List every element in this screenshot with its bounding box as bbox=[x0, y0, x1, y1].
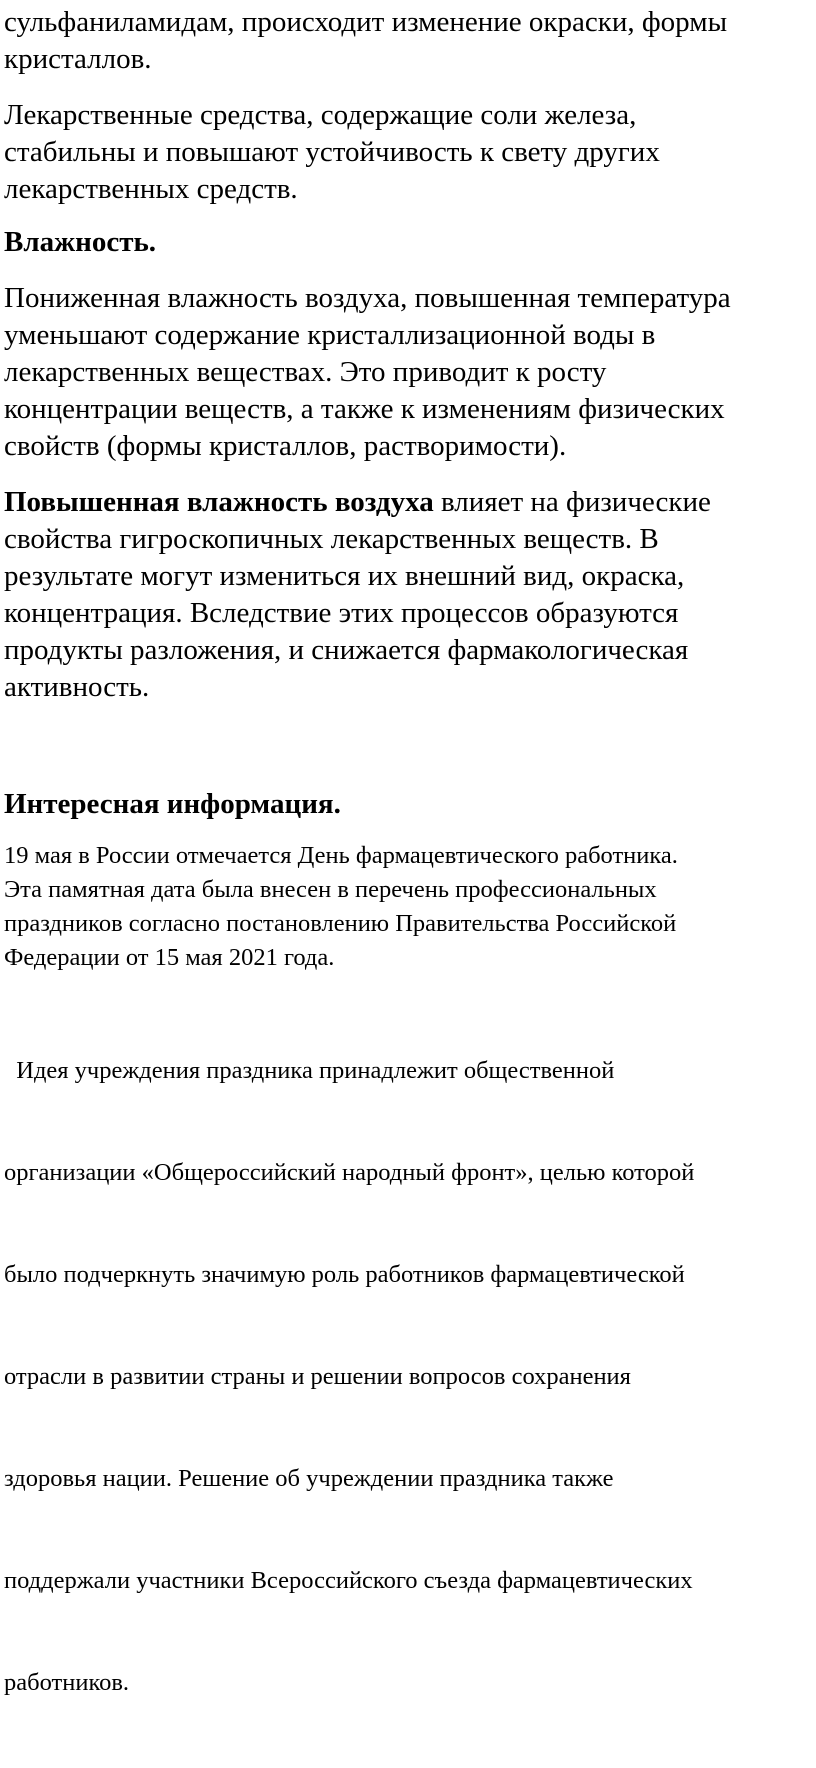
text-line: Лекарственные средства, содержащие соли железа, bbox=[4, 99, 637, 131]
text-line: здоровья нации. Решение об учреждении праздника также bbox=[4, 1465, 614, 1492]
paragraph-sulfonamides bbox=[4, 4, 727, 78]
text-line: продукты разложения, и снижается фармакологическая bbox=[4, 634, 689, 666]
text-line: результате могут измениться их внешний вид, окраска, bbox=[4, 560, 685, 592]
text-line: работников. bbox=[4, 1669, 130, 1696]
text-line: было подчеркнуть значимую роль работников фармацевтической bbox=[4, 1261, 685, 1288]
bold-lead-text: Повышенная влажность воздуха bbox=[4, 486, 434, 518]
text-line: 19 мая в России отмечается День фармацевтического работника. bbox=[4, 842, 678, 869]
text-line: стабильны и повышают устойчивость к свету других bbox=[4, 136, 660, 168]
paragraph-low-humidity bbox=[4, 280, 731, 465]
text-line: активность. bbox=[4, 671, 150, 703]
paragraph-high-humidity bbox=[4, 484, 711, 706]
text-line bbox=[4, 484, 711, 521]
heading-interesting-info bbox=[4, 786, 341, 823]
text-line: сульфаниламидам, происходит изменение окраски, формы bbox=[4, 6, 728, 38]
text-line: свойств (формы кристаллов, растворимости). bbox=[4, 430, 567, 462]
text-line: концентрации веществ, а также к изменениям физических bbox=[4, 393, 725, 425]
text-line: Идея учреждения праздника принадлежит общественной bbox=[4, 1057, 615, 1084]
text-line: лекарственных веществах. Это приводит к росту bbox=[4, 356, 607, 388]
text-line: концентрация. Вследствие этих процессов образуются bbox=[4, 597, 679, 629]
text-line: организации «Общероссийский народный фронт», целью которой bbox=[4, 1159, 695, 1186]
heading-text: Интересная информация. bbox=[4, 788, 341, 820]
paragraph-holiday-idea bbox=[4, 986, 694, 1768]
paragraph-iron-salts bbox=[4, 97, 660, 208]
text-line: кристаллов. bbox=[4, 43, 152, 75]
heading-text: Влажность. bbox=[4, 226, 157, 258]
text-line: праздников согласно постановлению Правительства Российской bbox=[4, 910, 677, 937]
text-line: поддержали участники Всероссийского съезда фармацевтических bbox=[4, 1567, 693, 1594]
text-run: влияет на физические bbox=[433, 486, 711, 518]
text-line: лекарственных средств. bbox=[4, 173, 298, 205]
text-line: Пониженная влажность воздуха, повышенная температура bbox=[4, 282, 731, 314]
text-line: свойства гигроскопичных лекарственных веществ. В bbox=[4, 523, 659, 555]
paragraph-pharmacist-day bbox=[4, 839, 678, 975]
text-line: уменьшают содержание кристаллизационной воды в bbox=[4, 319, 656, 351]
text-line: отрасли в развитии страны и решении вопросов сохранения bbox=[4, 1363, 631, 1390]
text-line: Эта памятная дата была внесен в перечень профессиональных bbox=[4, 876, 657, 903]
text-line: Федерации от 15 мая 2021 года. bbox=[4, 944, 335, 971]
heading-humidity bbox=[4, 224, 156, 261]
